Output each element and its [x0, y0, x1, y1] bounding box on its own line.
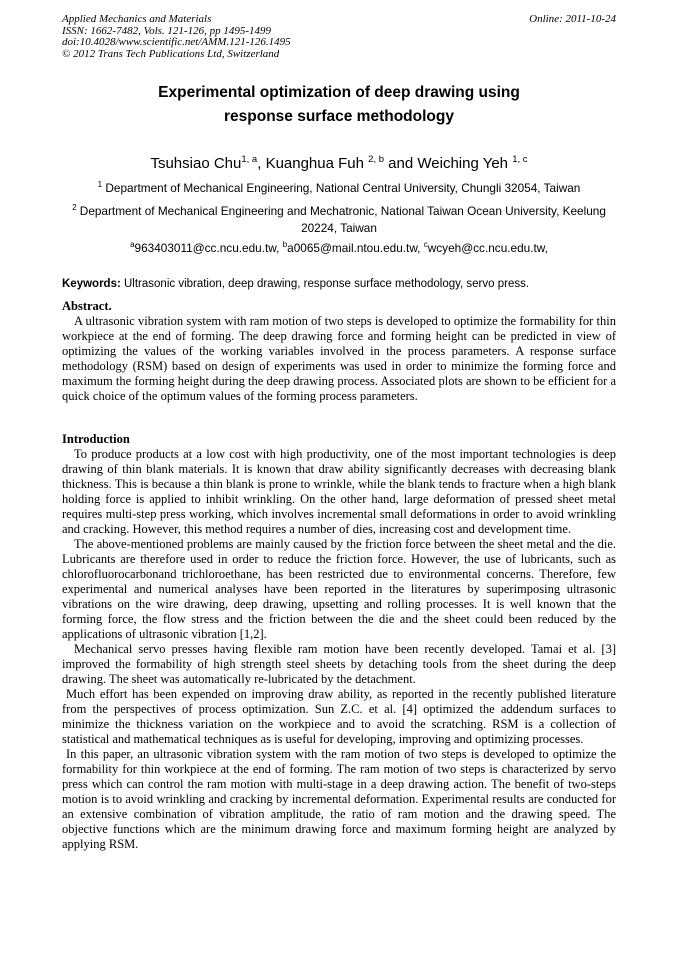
intro-paragraph: In this paper, an ultrasonic vibration system with the ram motion of two steps is developed to optimize the formability for thin workpiece at the end of forming. The ram motion of two steps is characterized by servo press which can control the ram motion with multi-stage in a deep drawing action. The benefit of two-steps motion is to avoid wrinkling and cracking by incremental deformation. Experimental results are conducted for an extensive combination of vibration amplitude, the ratio of ram motion and the drawing speed. The objective functions which are the minimum drawing force and maximum forming height are analyzed by applying RSM. [62, 747, 616, 851]
author-emails [62, 240, 616, 257]
author-list [62, 154, 616, 173]
intro-paragraph: Much effort has been expended on improving draw ability, as reported in the recently published literature from the perspectives of process optimization. Sun Z.C. et al. [4] optimized the addendum surfaces to minimize the thickness variation on the workpiece and to avoid the scratching. RSM is a collection of statistical and mathematical techniques as is useful for developing, improving and optimizing processes. [62, 687, 616, 746]
intro-paragraph: The above-mentioned problems are mainly caused by the friction force between the sheet metal and the die. Lubricants are therefore used in order to reduce the friction force. However, the use of lubricants, such as chlorofluorocarbonand trichloroethane, has been restricted due to environmental concerns. Therefore, few experimental and numerical analyses have been reported in the literatures by superimposing ultrasonic vibrations on the wire drawing, deep drawing, upsetting and rolling processes. It is well known that the forming force, the flow stress and the friction between the die and the sheet could been reduced by the applications of ultrasonic vibration [1,2]. [62, 537, 616, 641]
author-superscript: 2, b [368, 154, 385, 165]
author-separator: , [257, 155, 266, 172]
introduction-heading: Introduction [62, 432, 130, 446]
keywords [62, 277, 616, 292]
abstract-text: A ultrasonic vibration system with ram motion of two steps is developed to optimize the formability for thin workpiece at the end of forming. The deep drawing force and forming height can be predicted in view of optimizing the values of the working variables involved in the process parameters. A response surface methodology (RSM) based on design of experiments was used in order to minimize the forming force and maximum the forming height during the deep drawing process. Associated plots are shown to be efficient for a quick choice of the optimum values of the forming process parameters. [62, 314, 616, 403]
title-line-1: Experimental optimization of deep drawing using [158, 84, 520, 101]
keywords-text: Ultrasonic vibration, deep drawing, response surface methodology, servo press. [120, 278, 530, 290]
abstract-section [62, 299, 616, 404]
issn-line: ISSN: 1662-7482, Vols. 121-126, pp 1495-1499 [62, 24, 271, 37]
doi-line: doi:10.4028/www.scientific.net/AMM.121-126.1495 [62, 36, 291, 49]
author-name: Tsuhsiao Chu [150, 155, 242, 172]
abstract-heading: Abstract. [62, 299, 112, 313]
email-link[interactable]: a0065@mail.ntou.edu.tw, [287, 241, 424, 255]
title-line-2: response surface methodology [224, 107, 454, 125]
intro-paragraph: Mechanical servo presses having flexible ram motion have been recently developed. Tamai et al. [3] improved the formability of high strength steel sheets by detaching tools from the sheet during the deep drawing. The sheet was automatically re-lubricated by the detachment. [62, 642, 616, 686]
affiliation-number: 1 [97, 180, 103, 189]
affiliation-2 [62, 203, 616, 236]
online-date: Online: 2011-10-24 [529, 13, 616, 25]
author-separator: and [384, 155, 418, 172]
affiliation-number: 2 [72, 203, 77, 212]
journal-name: Applied Mechanics and Materials [62, 13, 212, 25]
author-name: Weiching Yeh [417, 155, 513, 172]
email-superscript: a [130, 240, 135, 249]
intro-paragraph: To produce products at a low cost with high productivity, one of the most important technologies is deep drawing of thin blank materials. It is known that draw ability significantly decreases with decreasing blank thickness. This is because a thin blank is prone to wrinkle, while the blank tends to fracture when a high blank holding force is applied to inhibit wrinkling. On the other hand, large deformation of pressed sheet metal requires multi-step press working, which involves incremental small deformations in order to avoid wrinkling and cracking. However, this method requires a number of dies, increasing cost and development time. [62, 447, 616, 536]
copyright-line: © 2012 Trans Tech Publications Ltd, Switzerland [62, 47, 280, 60]
affiliation-1 [62, 180, 616, 197]
email-link[interactable]: 963403011@cc.ncu.edu.tw, [134, 241, 283, 255]
journal-header [62, 14, 616, 60]
paper-title [62, 81, 616, 128]
email-link[interactable]: wcyeh@cc.ncu.edu.tw, [427, 241, 548, 255]
author-name: Kuanghua Fuh [265, 155, 369, 172]
author-superscript: 1, a [241, 154, 258, 165]
affiliation-text: Department of Mechanical Engineering and Mechatronic, National Taiwan Ocean University, Keelung 20224, Taiwan [76, 204, 606, 235]
keywords-label: Keywords: [62, 278, 121, 290]
author-superscript: 1, c [512, 154, 528, 165]
introduction-section [62, 432, 616, 852]
email-superscript: c [423, 240, 428, 249]
affiliation-text: Department of Mechanical Engineering, National Central University, Chungli 32054, Taiwan [102, 181, 581, 195]
email-superscript: b [282, 240, 288, 249]
